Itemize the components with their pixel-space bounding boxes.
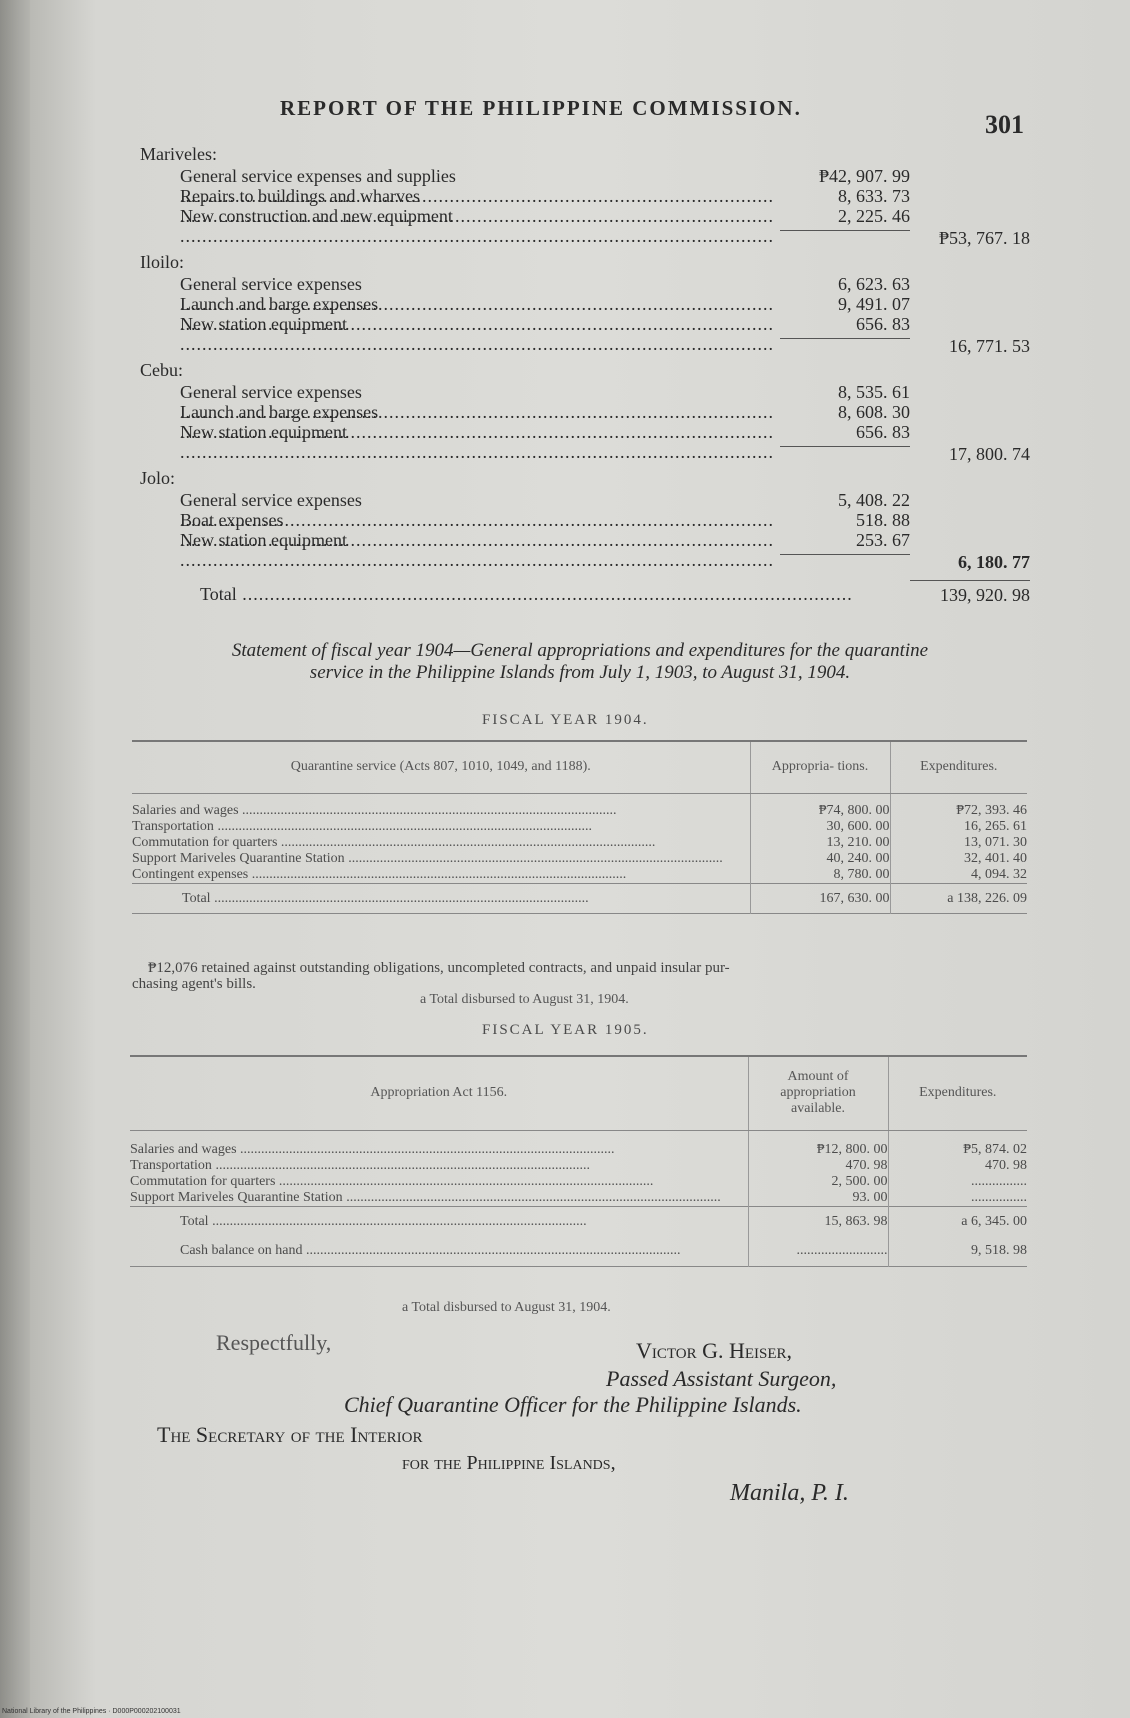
table-row — [132, 819, 1027, 835]
ledger-row — [140, 510, 1030, 530]
row-approp: 30, 600. 00 — [750, 819, 890, 835]
item-amount: 656. 83 — [856, 314, 910, 334]
ledger-row — [140, 166, 1030, 186]
subtotal-cebu: 17, 800. 74 — [949, 444, 1030, 464]
ledger-row — [140, 382, 1030, 402]
ledger-row — [140, 274, 1030, 294]
subtotal-line — [140, 334, 1030, 358]
fy1905-table — [130, 1055, 1027, 1271]
item-label: General service expenses and supplies ..... — [180, 166, 775, 206]
fy1904-table — [132, 740, 1027, 918]
fy1904-note-line-1: ₱12,076 retained against outstanding obligations, uncompleted contracts, and unpaid insular pur- — [148, 960, 730, 976]
row-approp: ₱74, 800. 00 — [750, 803, 890, 819]
statement-heading — [130, 640, 1030, 684]
addressee-line-3: Manila, P. I. — [730, 1480, 849, 1506]
cash-exp: 9, 518. 98 — [888, 1237, 1027, 1267]
subtotal-iloilo: 16, 771. 53 — [949, 336, 1030, 356]
item-amount: ₱42, 907. 99 — [818, 166, 910, 186]
item-amount: 8, 535. 61 — [838, 382, 910, 402]
fiscal-year-1905-title: FISCAL YEAR 1905. — [482, 1022, 649, 1038]
subtotal-line — [140, 442, 1030, 466]
table-total-row — [130, 1207, 1027, 1237]
table-total-row — [132, 884, 1027, 914]
ledger-row — [140, 206, 1030, 226]
page-number: 301 — [985, 110, 1024, 139]
ledger-row — [140, 186, 1030, 206]
item-amount: 253. 67 — [856, 530, 910, 550]
fy1904-col-approp: Appropria- tions. — [750, 741, 890, 793]
subtotal-rule — [780, 338, 910, 339]
row-label: Transportation ..... — [132, 819, 750, 835]
row-exp: ................ — [888, 1174, 1027, 1190]
row-approp: 40, 240. 00 — [750, 851, 890, 867]
fiscal-year-1904-title: FISCAL YEAR 1904. — [482, 712, 649, 728]
section-jolo: Jolo: — [140, 468, 176, 488]
cash-label: Cash balance on hand ..... — [180, 1243, 748, 1259]
statement-line-1: Statement of fiscal year 1904—General appropriations and expenditures for the quarantine — [231, 640, 929, 661]
cash-balance-row — [130, 1237, 1027, 1267]
section-mariveles: Mariveles: — [140, 144, 217, 164]
ledger-row — [140, 294, 1030, 314]
row-approp: 8, 780. 00 — [750, 867, 890, 884]
item-label: New station equipment ..... — [180, 530, 775, 570]
ledger-row — [140, 490, 1030, 510]
total-label: Total ..... — [182, 891, 750, 907]
total-exp: a 138, 226. 09 — [890, 884, 1027, 914]
subtotal-rule — [780, 446, 910, 447]
row-approp: 93. 00 — [748, 1190, 888, 1207]
row-exp: 4, 094. 32 — [890, 867, 1027, 884]
subtotal-line — [140, 550, 1030, 574]
item-amount: 8, 608. 30 — [838, 402, 910, 422]
table-row — [132, 803, 1027, 819]
signatory-name: Victor G. Heiser, — [636, 1338, 793, 1363]
row-exp: ................ — [888, 1190, 1027, 1207]
table-row — [130, 1174, 1027, 1190]
item-amount: 8, 633. 73 — [838, 186, 910, 206]
signatory-title-1: Passed Assistant Surgeon, — [606, 1366, 837, 1391]
row-approp: 2, 500. 00 — [748, 1174, 888, 1190]
ledger-row — [140, 422, 1030, 442]
fy1904-note-line-2: chasing agent's bills. — [132, 976, 256, 992]
ledger-row — [140, 402, 1030, 422]
row-label: Support Mariveles Quarantine Station ..... — [130, 1190, 748, 1206]
subtotal-line — [140, 226, 1030, 250]
table-row — [132, 835, 1027, 851]
row-approp: 13, 210. 00 — [750, 835, 890, 851]
grand-total-row — [140, 580, 1030, 608]
fy1904-footnote: a Total disbursed to August 31, 1904. — [420, 992, 629, 1007]
row-label: Contingent expenses ..... — [132, 867, 750, 883]
row-exp: 16, 265. 61 — [890, 819, 1027, 835]
row-exp: ₱72, 393. 46 — [890, 803, 1027, 819]
total-approp: 15, 863. 98 — [748, 1207, 888, 1237]
row-exp: 13, 071. 30 — [890, 835, 1027, 851]
row-label: Transportation ..... — [130, 1158, 748, 1174]
item-label: Repairs to buildings and wharves ..... — [180, 186, 775, 226]
subtotal-jolo: 6, 180. 77 — [958, 552, 1030, 572]
item-label: New construction and new equipment ..... — [180, 206, 775, 246]
table-row — [130, 1158, 1027, 1174]
section-iloilo: Iloilo: — [140, 252, 184, 272]
item-amount: 518. 88 — [856, 510, 910, 530]
fy1904-col-exp: Expenditures. — [890, 741, 1027, 793]
total-label: Total ..... — [180, 1214, 748, 1230]
row-approp: 470. 98 — [748, 1158, 888, 1174]
row-exp: 470. 98 — [888, 1158, 1027, 1174]
total-exp: a 6, 345. 00 — [888, 1207, 1027, 1237]
item-amount: 6, 623. 63 — [838, 274, 910, 294]
signatory-title-2: Chief Quarantine Officer for the Philippine Islands. — [344, 1392, 802, 1417]
addressee-line-1: The Secretary of the Interior — [157, 1422, 423, 1447]
fy1905-col-exp: Expenditures. — [888, 1056, 1027, 1130]
item-label: General service expenses ..... — [180, 490, 775, 530]
table-row — [132, 851, 1027, 867]
row-label: Commutation for quarters ..... — [132, 835, 750, 851]
grand-total-label: Total ..... — [200, 580, 900, 608]
row-exp: 32, 401. 40 — [890, 851, 1027, 867]
item-amount: 2, 225. 46 — [838, 206, 910, 226]
row-label: Salaries and wages ..... — [130, 1142, 748, 1158]
addressee-line-2: for the Philippine Islands, — [402, 1452, 616, 1474]
fy1905-footnote: a Total disbursed to August 31, 1904. — [402, 1300, 611, 1315]
item-label: General service expenses ..... — [180, 382, 775, 422]
page-header-title: REPORT OF THE PHILIPPINE COMMISSION. — [280, 96, 802, 120]
statement-line-2: service in the Philippine Islands from July 1, 1903, to August 31, 1904. — [309, 662, 851, 683]
station-expense-ledger — [140, 142, 1030, 608]
subtotal-mariveles: ₱53, 767. 18 — [938, 228, 1030, 248]
cash-approp: .......................... — [748, 1237, 888, 1267]
closing-respectfully: Respectfully, — [216, 1330, 332, 1355]
library-watermark: National Library of the Philippines · D000P000202100031 — [2, 1708, 181, 1715]
row-label: Commutation for quarters ..... — [130, 1174, 748, 1190]
grand-total-value: 139, 920. 98 — [910, 580, 1030, 609]
fy1905-col-desc: Appropriation Act 1156. — [130, 1056, 748, 1130]
row-label: Support Mariveles Quarantine Station ..... — [132, 851, 750, 867]
subtotal-rule — [780, 554, 910, 555]
section-cebu: Cebu: — [140, 360, 183, 380]
item-label: Launch and barge expenses ..... — [180, 294, 775, 334]
item-label: Launch and barge expenses ..... — [180, 402, 775, 442]
book-spine — [0, 0, 30, 1718]
table-row — [132, 867, 1027, 884]
total-approp: 167, 630. 00 — [750, 884, 890, 914]
subtotal-rule — [780, 230, 910, 231]
table-row — [130, 1190, 1027, 1207]
item-label: General service expenses ..... — [180, 274, 775, 314]
row-exp: ₱5, 874. 02 — [888, 1142, 1027, 1158]
row-label: Salaries and wages ..... — [132, 803, 750, 819]
row-approp: ₱12, 800. 00 — [748, 1142, 888, 1158]
item-amount: 9, 491. 07 — [838, 294, 910, 314]
item-label: New station equipment ..... — [180, 422, 775, 462]
ledger-row — [140, 314, 1030, 334]
item-amount: 5, 408. 22 — [838, 490, 910, 510]
table-row — [130, 1142, 1027, 1158]
item-label: New station equipment ..... — [180, 314, 775, 354]
fy1905-col-approp: Amount of appropriation available. — [748, 1056, 888, 1130]
item-amount: 656. 83 — [856, 422, 910, 442]
fy1904-col-desc: Quarantine service (Acts 807, 1010, 1049, and 1188). — [132, 741, 750, 793]
ledger-row — [140, 530, 1030, 550]
item-label: Boat expenses ..... — [180, 510, 775, 550]
